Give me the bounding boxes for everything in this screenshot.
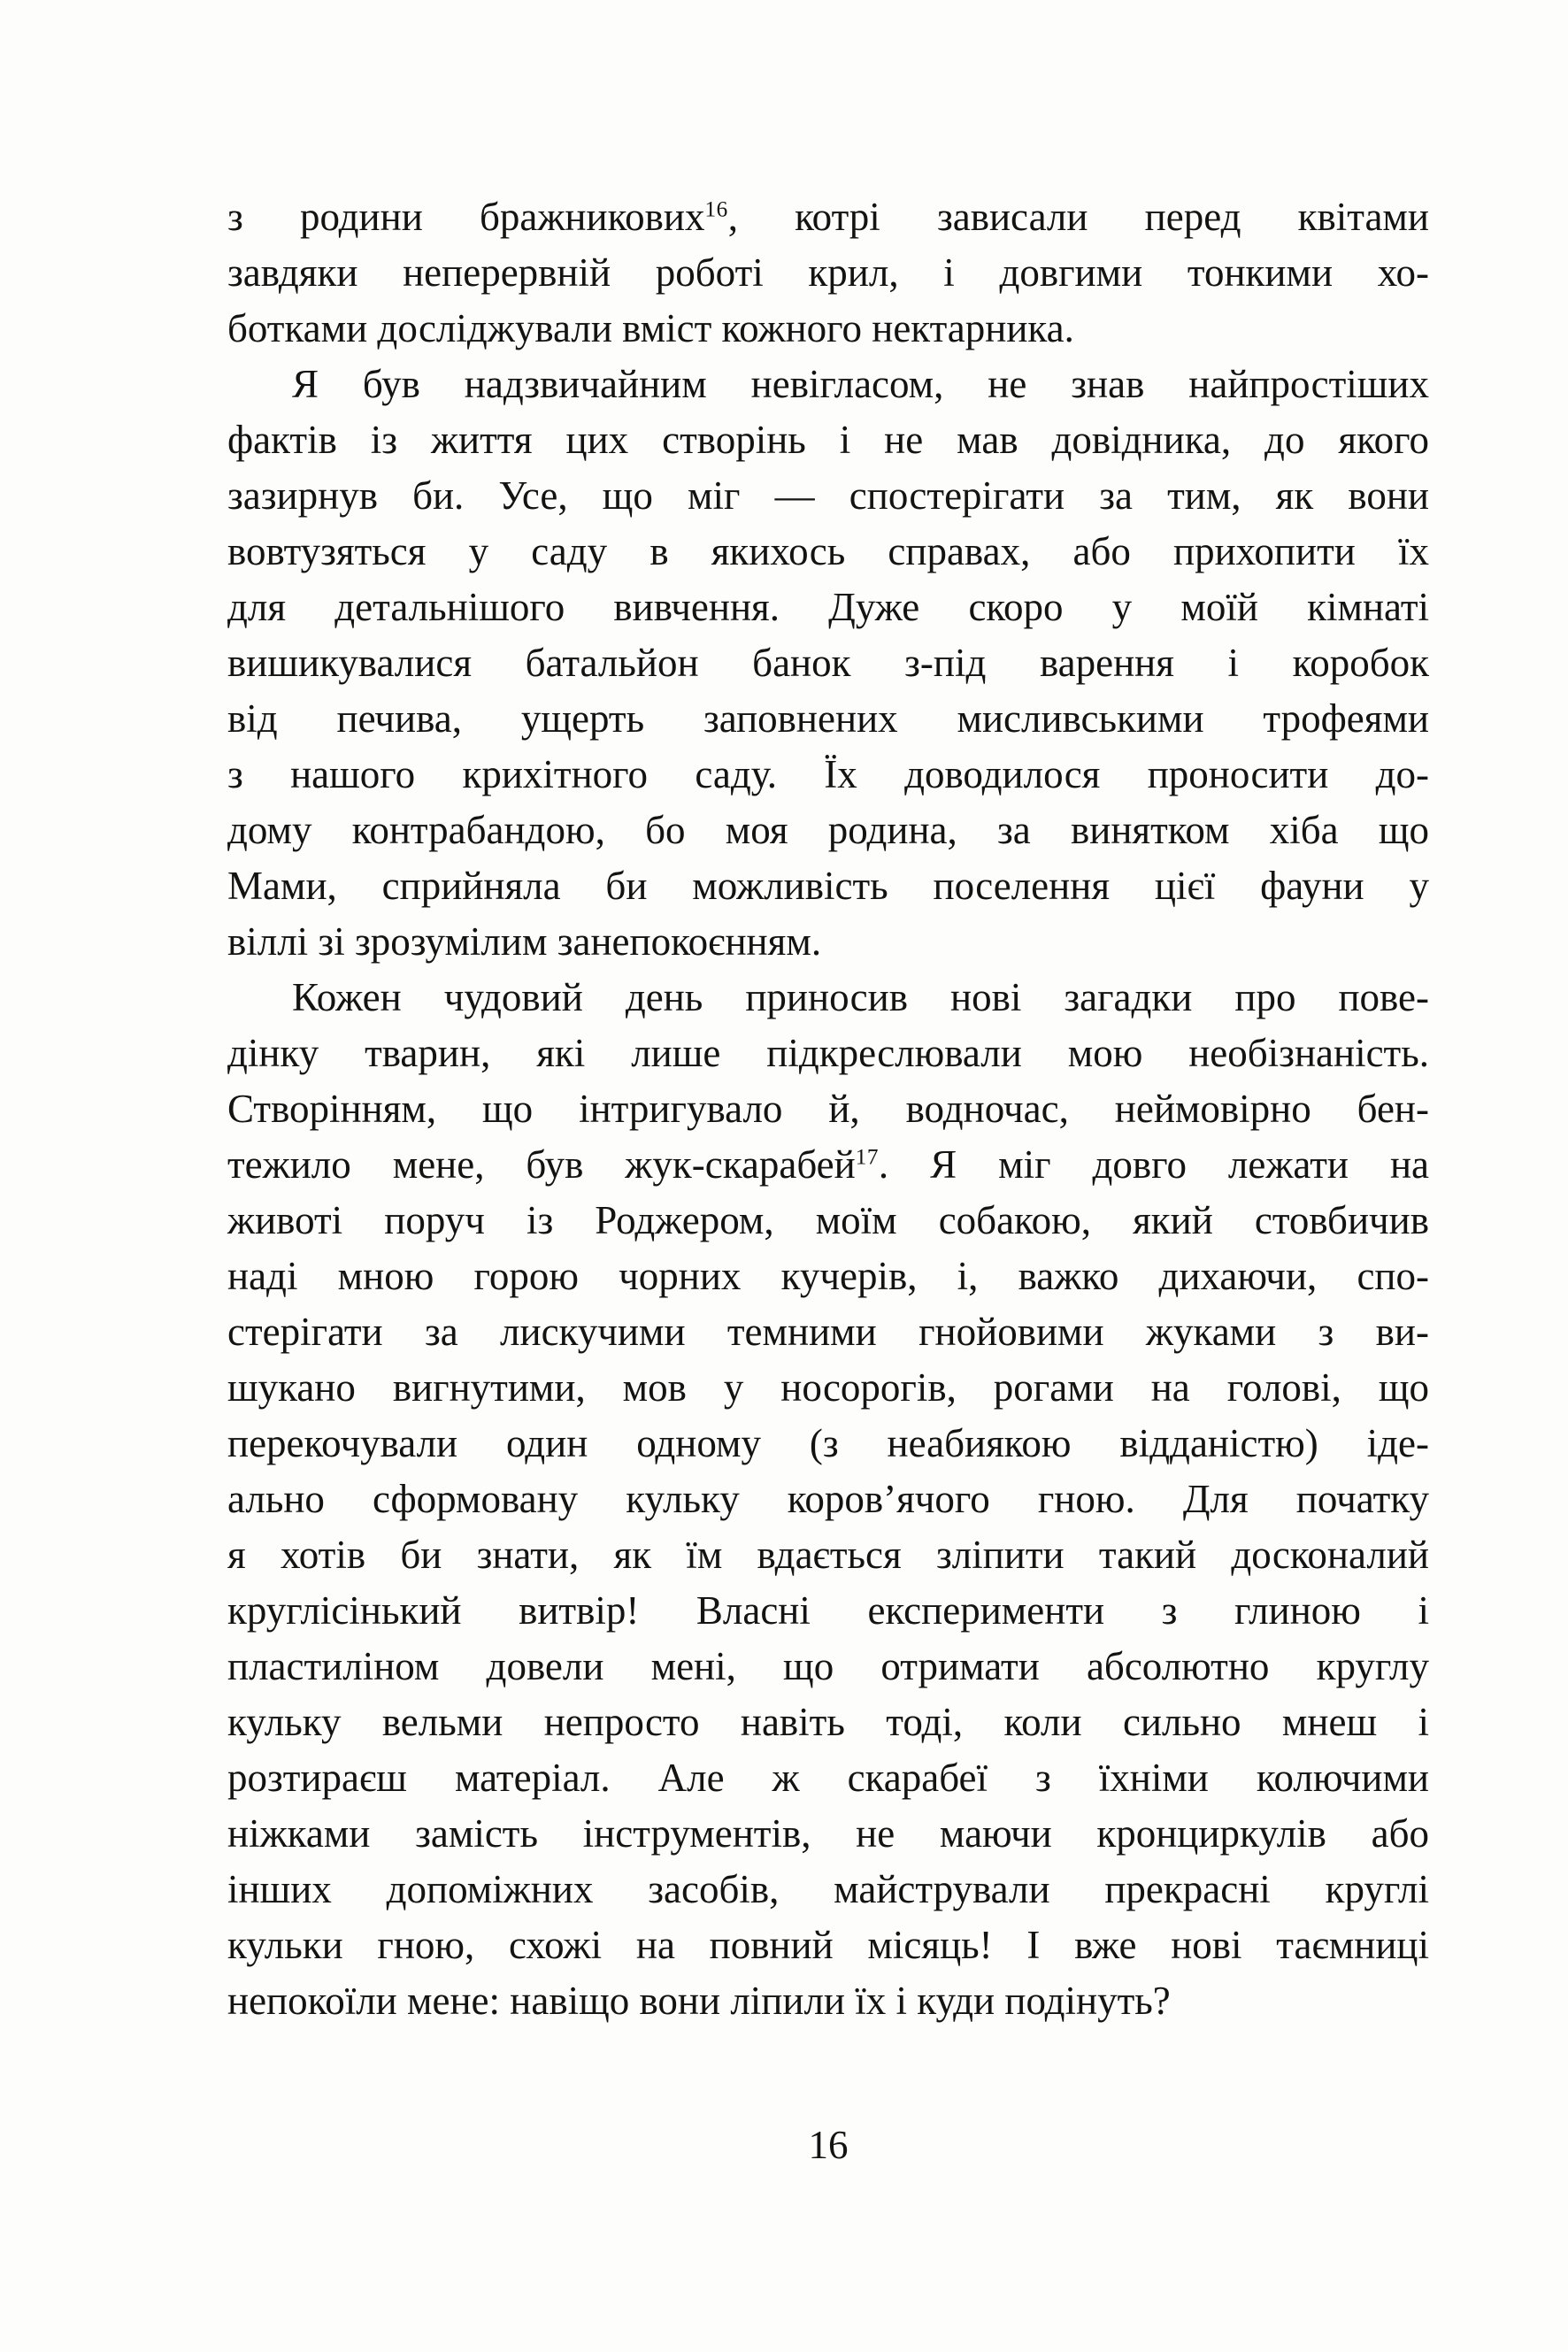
text-segment: зазирнув би. Усе, що міг — спостерігати за тим, як вони [227,473,1429,518]
text-line [227,858,1429,914]
text-line [227,1973,1429,2029]
text-segment: . Я міг довго лежати на [878,1142,1429,1187]
text-line [227,1806,1429,1862]
text-line [227,1862,1429,1918]
text-line [227,524,1429,580]
text-segment: для детальнішого вивчення. Дуже скоро у моїй кімнаті [227,585,1429,629]
text-line [227,412,1429,468]
text-segment: животі поруч із Роджером, моїм собакою, який стовбичив [227,1198,1429,1242]
text-segment: віллі зі зрозумілим занепокоєнням. [227,919,822,964]
text-line [227,580,1429,635]
text-line [227,803,1429,858]
text-line [227,1695,1429,1750]
text-line [227,914,1429,970]
text-segment: кульку вельми непросто навіть тоді, коли сильно мнеш і [227,1700,1429,1744]
text-line [227,357,1429,412]
text-line [227,1026,1429,1081]
text-segment: Кожен чудовий день приносив нові загадки про пове- [292,975,1429,1019]
text-segment: круглісінький витвір! Власні експерименти з глиною і [227,1588,1429,1633]
text-segment: вовтузяться у саду в якихось справах, або прихопити їх [227,529,1429,573]
text-segment: кульки гною, схожі на повний місяць! І вже нові таємниці [227,1923,1429,1967]
text-line [227,301,1429,357]
text-segment: ально сформовану кульку коров’ячого гною. Для початку [227,1477,1429,1521]
text-line [227,1639,1429,1695]
text-segment: інших допоміжних засобів, майстрували прекрасні круглі [227,1867,1429,1911]
text-segment: дінку тварин, які лише підкреслювали мою необізнаність. [227,1031,1429,1075]
text-segment: Я був надзвичайним невігласом, не знав найпростіших [292,362,1429,406]
text-line [227,1918,1429,1973]
text-segment: тежило мене, був жук-скарабей [227,1142,856,1187]
text-segment: ботками досліджували вміст кожного нектарника. [227,306,1074,350]
text-segment: від печива, ущерть заповнених мисливськими трофеями [227,696,1429,741]
text-segment: дому контрабандою, бо моя родина, за винятком хіба що [227,808,1429,852]
text-line [227,1137,1429,1193]
text-line [227,1527,1429,1583]
text-segment: вишикувалися батальйон банок з-під варення і коробок [227,641,1429,685]
text-segment: з родини бражникових [227,195,705,239]
text-line [227,1081,1429,1137]
text-segment: фактів із життя цих створінь і не мав довідника, до якого [227,418,1429,462]
text-segment: шукано вигнутими, мов у носорогів, рогами на голові, що [227,1365,1429,1410]
text-segment: розтираєш матеріал. Але ж скарабеї з їхніми колючими [227,1756,1429,1800]
text-segment: стерігати за лискучими темними гнойовими жуками з ви- [227,1310,1429,1354]
page-number: 16 [808,2123,849,2167]
text-line [227,1360,1429,1416]
text-segment: перекочували один одному (з неабиякою відданістю) іде- [227,1421,1429,1465]
text-line [227,691,1429,747]
text-line [227,245,1429,301]
text-line [227,1249,1429,1304]
text-segment: наді мною горою чорних кучерів, і, важко дихаючи, спо- [227,1254,1429,1298]
text-line [227,1416,1429,1472]
text-line [227,635,1429,691]
body-text [227,189,1429,2029]
footnote-ref: 17 [855,1145,879,1170]
text-line [227,1750,1429,1806]
text-segment: Мами, сприйняла би можливість поселення цієї фауни у [227,864,1429,908]
text-line [227,1193,1429,1249]
text-line [227,970,1429,1026]
text-line [227,189,1429,245]
text-line [227,1304,1429,1360]
text-segment: я хотів би знати, як їм вдається зліпити такий досконалий [227,1533,1429,1577]
footnote-ref: 16 [704,197,728,222]
text-segment: пластиліном довели мені, що отримати абсолютно круглу [227,1644,1429,1688]
text-segment: завдяки неперервній роботі крил, і довгими тонкими хо- [227,250,1429,295]
text-segment: з нашого крихітного саду. Їх доводилося проносити до- [227,752,1429,796]
text-line [227,747,1429,803]
text-segment: непокоїли мене: навіщо вони ліпили їх і куди подінуть? [227,1979,1171,2023]
text-line [227,1472,1429,1527]
text-line [227,468,1429,524]
text-line [227,1583,1429,1639]
text-segment: , котрі зависали перед квітами [727,195,1429,239]
text-segment: Створінням, що інтригувало й, водночас, неймовірно бен- [227,1087,1429,1131]
text-segment: ніжками замість інструментів, не маючи кронциркулів або [227,1811,1429,1856]
